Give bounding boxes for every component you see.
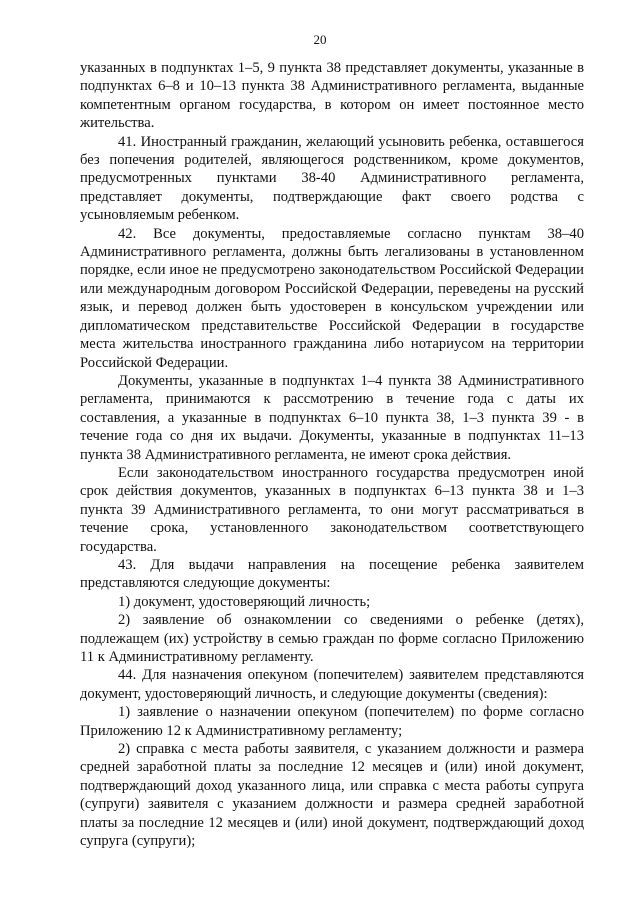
paragraph-foreign-validity: Если законодательством иностранного государства предусмотрен иной срок действия документов, указанных в подпунктах 6–13 пункта 38 и 1–3 пункта 39 Административного регламента, то они могут рассматриваться в течение срока, установленного законодательством соответствующего государства. (80, 464, 584, 555)
paragraph-item-42: 42. Все документы, предоставляемые согласно пунктам 38–40 Административного регламента, должны быть легализованы в установленном порядке, если иное не предусмотрено законодательством Российской Федерации или международным договором Российской Федерации, переведены на русский язык, и перевод должен быть удостоверен в консульском учреждении или дипломатическом представительстве Российской Федерации в государстве места жительства иностранного гражданина либо нотариусом на территории Российской Федерации. (80, 225, 584, 371)
paragraph-item-41: 41. Иностранный гражданин, желающий усыновить ребенка, оставшегося без попечения родителей, являющегося родственником, кроме документов, предусмотренных пунктами 38-40 Административного регламента, представляет документы, подтверждающие факт своего родства с усыновляемым ребенком. (80, 133, 584, 224)
paragraph-item-44-sub-1: 1) заявление о назначении опекуном (попечителем) по форме согласно Приложению 12 к Административному регламенту; (80, 704, 584, 739)
page-number: 20 (313, 32, 327, 47)
paragraph-item-43-sub-2: 2) заявление об ознакомлении со сведениями о ребенке (детях), подлежащем (их) устройству в семью граждан по форме согласно Приложению 11 к Административному регламенту. (80, 612, 584, 665)
paragraph-continuation: указанных в подпунктах 1–5, 9 пункта 38 представляет документы, указанные в подпунктах 6–8 и 10–13 пункта 38 Административного регламента, выданные компетентным органом государства, в котором он имеет постоянное место жительства. (80, 60, 584, 132)
paragraph-item-43-sub-1: 1) документ, удостоверяющий личность; (118, 593, 371, 610)
paragraph-documents-validity: Документы, указанные в подпунктах 1–4 пункта 38 Административного регламента, принимаются к рассмотрению в течение года с даты их составления, а указанные в подпунктах 6–10 пункта 38, 1–3 пункта 39 - в течение года со дня их выдачи. Документы, указанные в подпунктах 11–13 пункта 38 Административного регламента, не имеют срока действия. (80, 372, 584, 463)
paragraph-item-43: 43. Для выдачи направления на посещение ребенка заявителем представляются следующие документы: (80, 556, 584, 592)
paragraph-item-44-sub-2: 2) справка с места работы заявителя, с указанием должности и размера средней заработной платы за последние 12 месяцев и (или) иной документ, подтверждающий доход указанного лица, или справка с места работы супруга (супруги) заявителя с указанием должности и размера средней заработной платы за последние 12 месяцев и (или) иной документ, подтверждающий доход супруга (супруги); (80, 741, 584, 850)
paragraph-item-44: 44. Для назначения опекуном (попечителем) заявителем представляются документ, удостоверяющий личность, и следующие документы (сведения): (80, 667, 584, 702)
document-body (80, 59, 584, 850)
